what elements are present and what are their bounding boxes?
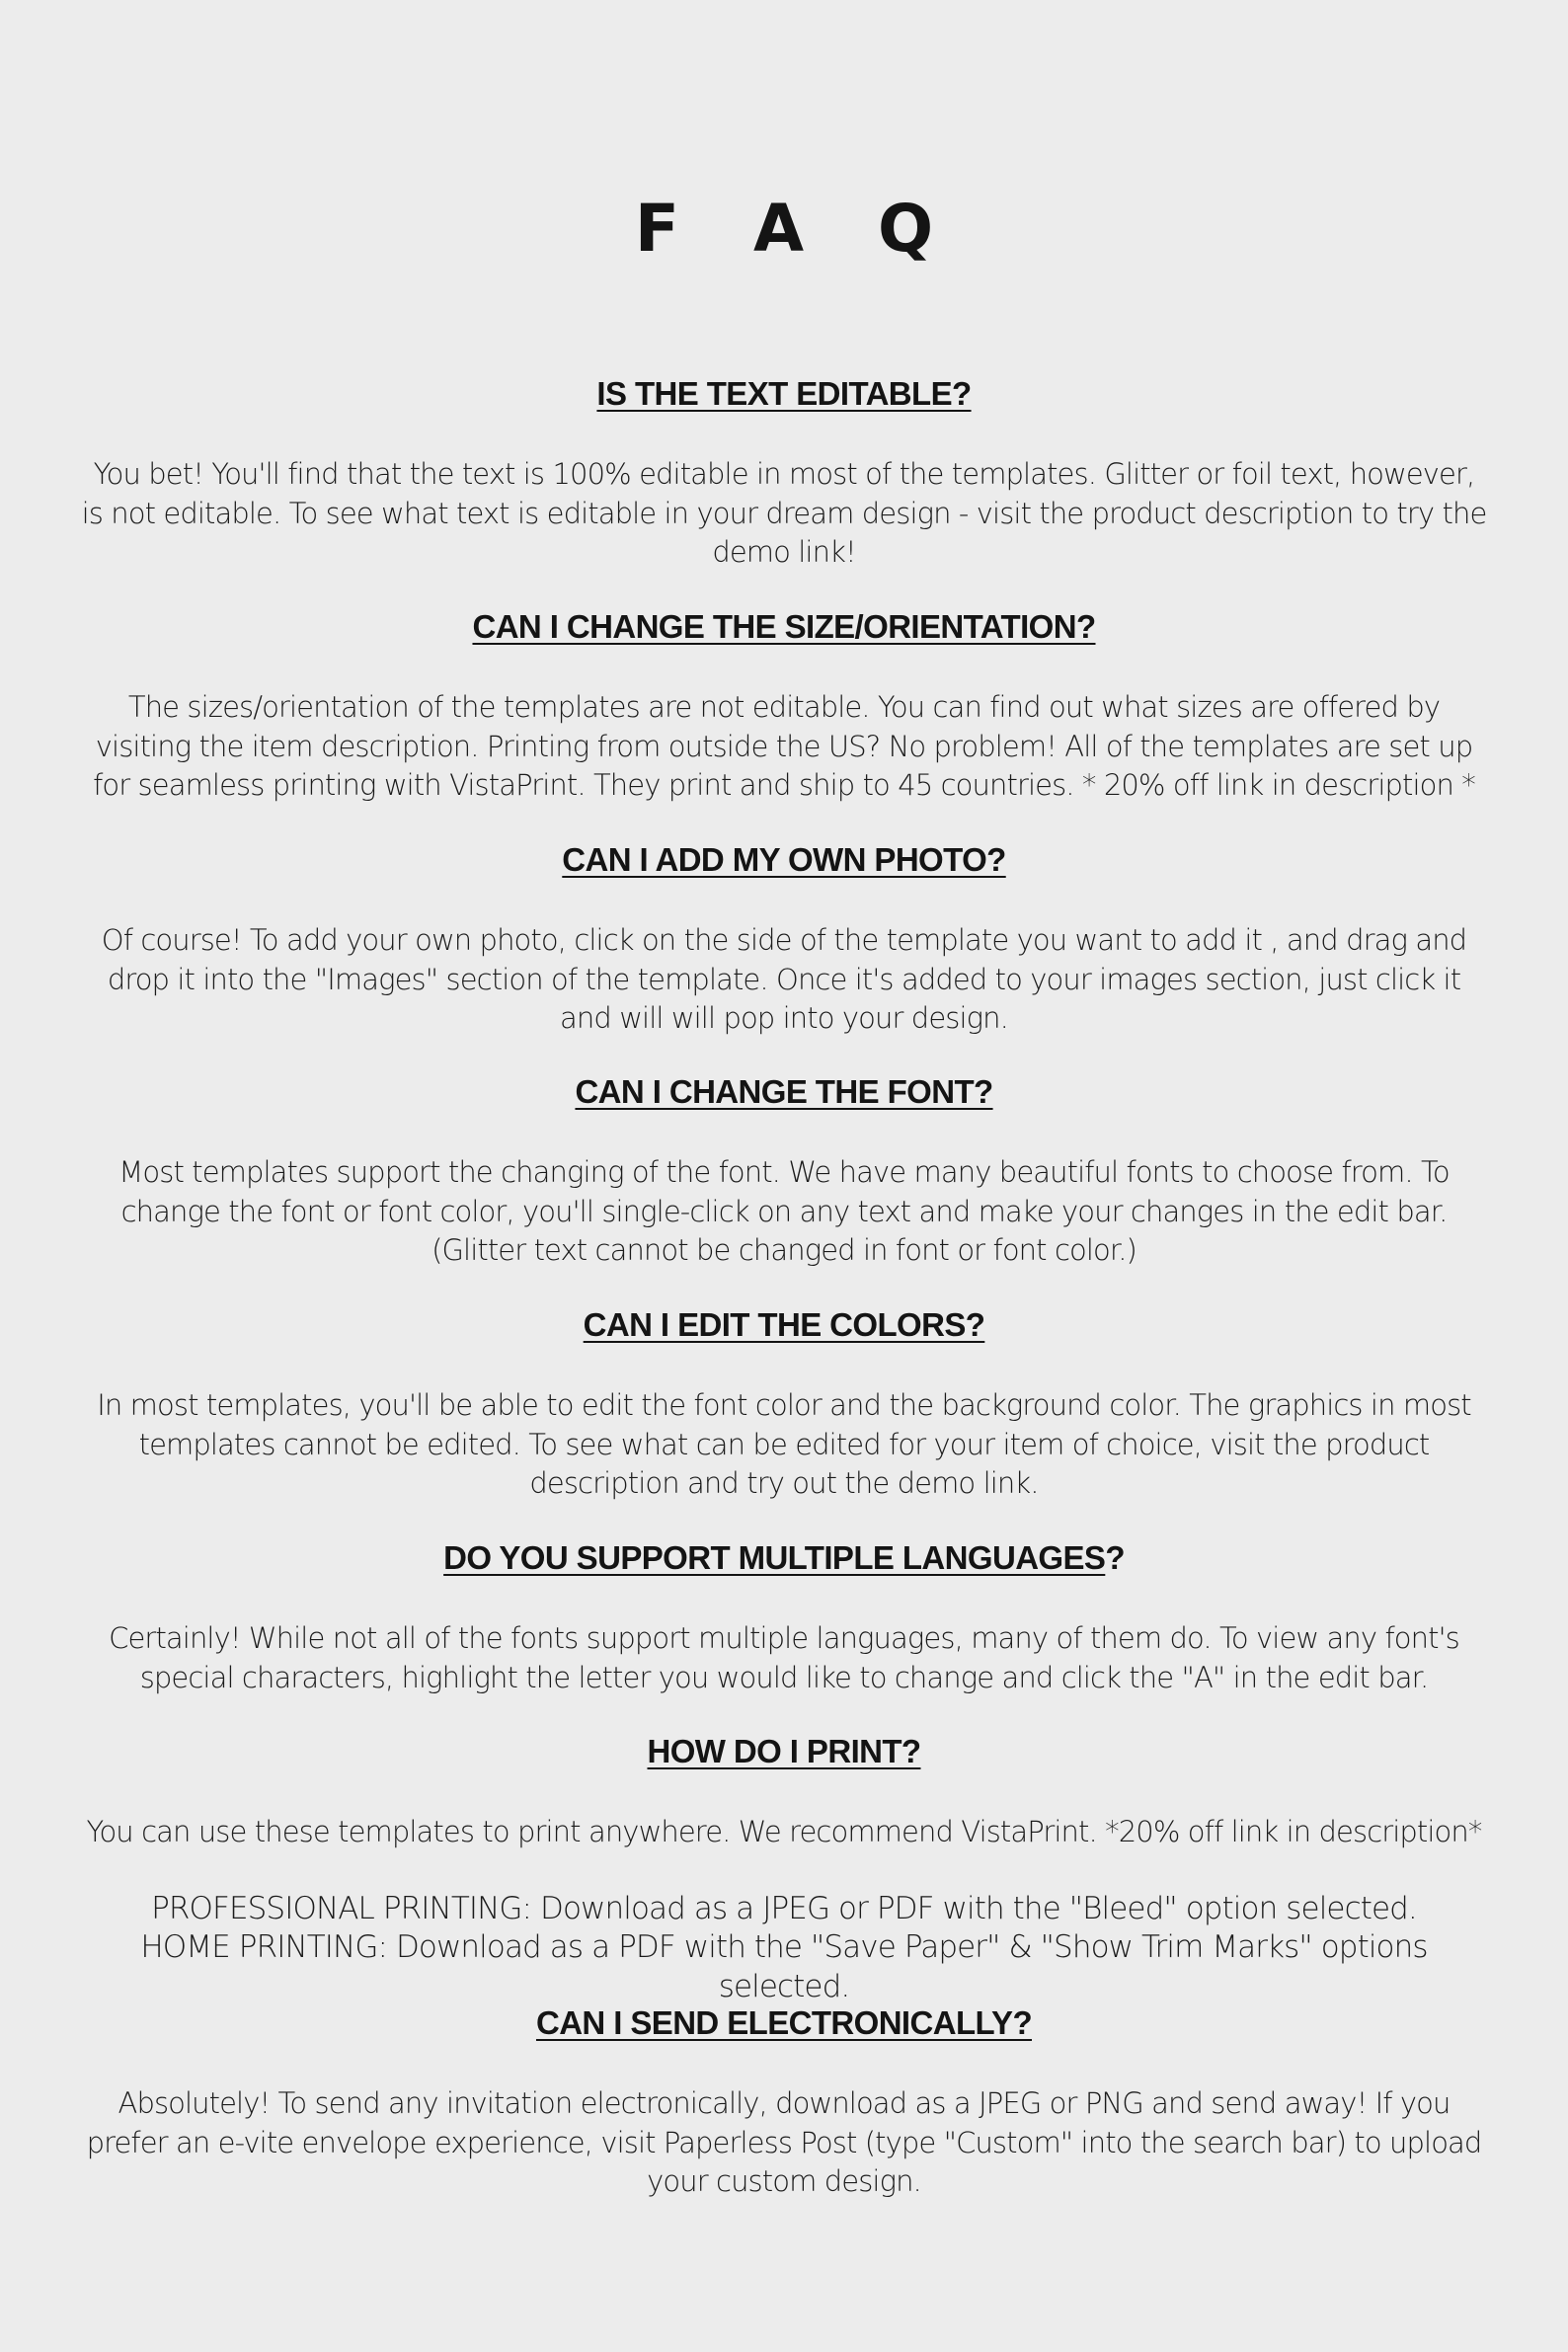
- faq-answer-how-print: You can use these templates to print anywhere. We recommend VistaPrint. *20% off link in description*: [86, 1815, 1482, 1848]
- faq-answer-send-electronically: Absolutely! To send any invitation electronically, download as a JPEG or PNG and send away! If you prefer an e-vite envelope experience, visit Paperless Post (type "Custom" into the search bar) to upload your custom design.: [86, 2086, 1482, 2198]
- faq-question-size-orientation: CAN I CHANGE THE SIZE/ORIENTATION?: [472, 608, 1096, 645]
- faq-question-languages: [0, 1536, 1568, 1580]
- faq-question-languages-text: DO YOU SUPPORT MULTIPLE LANGUAGES: [443, 1539, 1106, 1576]
- page-title: F A Q: [634, 191, 960, 267]
- faq-question-how-print: HOW DO I PRINT?: [647, 1733, 921, 1769]
- faq-answer-home-printing: HOME PRINTING: Download as a PDF with the "Save Paper" & "Show Trim Marks" options selected.: [140, 1929, 1428, 2004]
- faq-answer-change-font: Most templates support the changing of the font. We have many beautiful fonts to choose from. To change the font or font color, you'll single-click on any text and make your changes in the edit bar. (Glitter text cannot be changed in font or font color.): [118, 1155, 1450, 1267]
- faq-question-send-electronically: CAN I SEND ELECTRONICALLY?: [535, 2004, 1033, 2041]
- faq-answer-size-orientation: The sizes/orientation of the templates are not editable. You can find out what sizes are offered by visiting the item description. Printing from outside the US? No problem! All of the templates are set up for seamless printing with VistaPrint. They print and ship to 45 countries. * 20% off link in description *: [93, 690, 1475, 802]
- faq-question-languages-mark: ?: [1105, 1539, 1125, 1576]
- faq-answer-own-photo: Of course! To add your own photo, click on the side of the template you want to add it , and drag and drop it into the "Images" section of the template. Once it's added to your images section, just click it and will will pop into your design.: [101, 923, 1467, 1035]
- faq-answer-languages: Certainly! While not all of the fonts support multiple languages, many of them do. To view any font's special characters, highlight the letter you would like to change and click the "A" in the edit bar.: [109, 1621, 1459, 1694]
- faq-question-change-font: CAN I CHANGE THE FONT?: [575, 1073, 993, 1110]
- faq-answer-professional-printing: PROFESSIONAL PRINTING: Download as a JPEG or PDF with the "Bleed" option selected.: [151, 1891, 1417, 1926]
- faq-answer-edit-colors: In most templates, you'll be able to edit the font color and the background color. The graphics in most templates cannot be edited. To see what can be edited for your item of choice, visit the product description and try out the demo link.: [97, 1388, 1471, 1500]
- faq-question-text-editable: IS THE TEXT EDITABLE?: [596, 375, 972, 412]
- faq-question-edit-colors: CAN I EDIT THE COLORS?: [583, 1306, 985, 1343]
- faq-answer-text-editable: You bet! You'll find that the text is 100% editable in most of the templates. Glitter or foil text, however, is not editable. To see what text is editable in your dream design - visit the product description to try the demo link!: [81, 457, 1487, 569]
- faq-question-own-photo: CAN I ADD MY OWN PHOTO?: [562, 841, 1006, 878]
